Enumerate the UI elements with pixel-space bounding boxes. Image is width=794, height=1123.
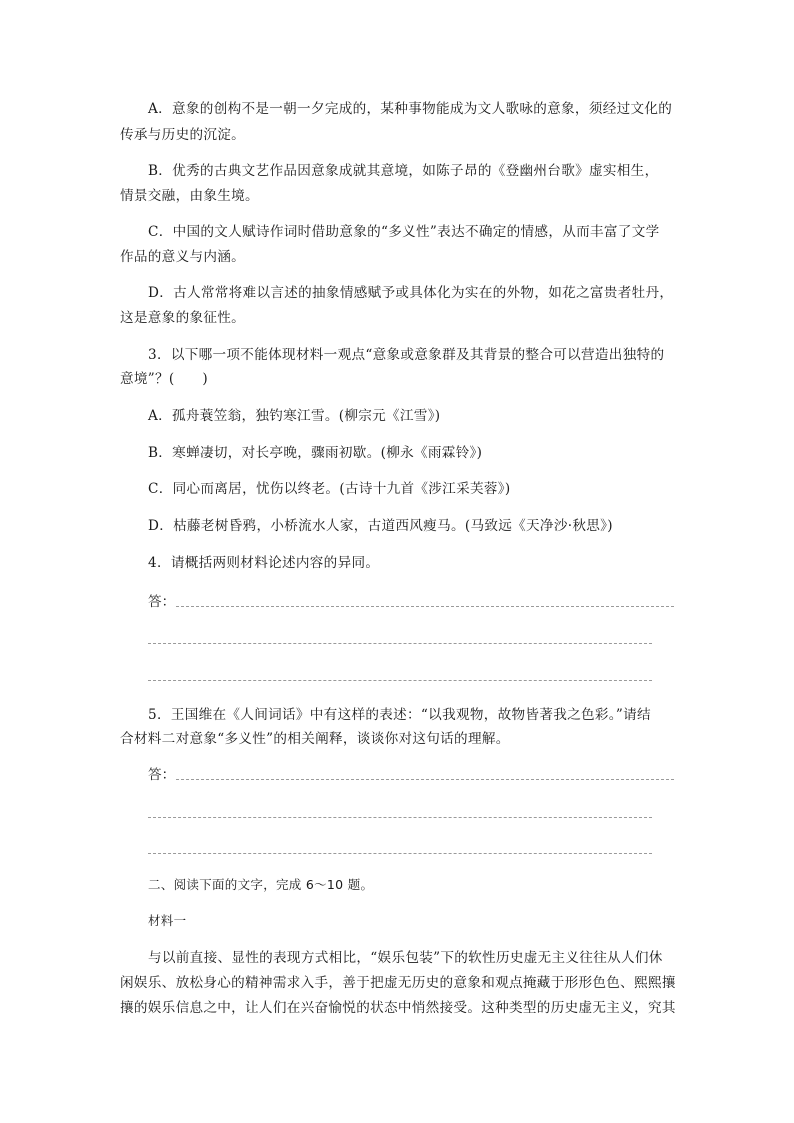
q5-answer-label: 答：	[148, 767, 176, 783]
q3-stem-line2: 意境”？( )	[120, 371, 208, 387]
q4-stem: 4．请概括两则材料论述内容的异同。	[148, 555, 380, 571]
q3-option-d: D．枯藤老树昏鸦，小桥流水人家，古道西风瘦马。(马致远《天净沙·秋思》)	[148, 518, 613, 534]
material-1-line3: 攘的娱乐信息之中，让人们在兴奋愉悦的状态中悄然接受。这种类型的历史虚无主义，究其	[120, 1000, 676, 1016]
q5-answer-line-2[interactable]	[148, 817, 652, 818]
q3-option-b: B．寒蝉凄切，对长亭晚，骤雨初歇。(柳永《雨霖铃》)	[148, 445, 483, 461]
q3-option-a: A．孤舟蓑笠翁，独钓寒江雪。(柳宗元《江雪》)	[148, 408, 441, 424]
material-1-line1: 与以前直接、显性的表现方式相比，“娱乐包装”下的软性历史虚无主义往往从人们休	[148, 950, 663, 966]
q2-option-a-line2: 传承与历史的沉淀。	[120, 127, 246, 143]
q3-option-c: C．同心而离居，忧伤以终老。(古诗十九首《涉江采芙蓉》)	[148, 481, 511, 497]
q5-answer-line-3[interactable]	[148, 853, 652, 854]
material-1-line2: 闲娱乐、放松身心的精神需求入手，善于把虚无历史的意象和观点掩藏于形形色色、熙熙攘	[120, 975, 676, 991]
material-1-label: 材料一	[148, 913, 187, 928]
q3-stem-line1: 3．以下哪一项不能体现材料一观点“意象或意象群及其背景的整合可以营造出独特的	[148, 347, 665, 363]
q4-answer-line-2[interactable]	[148, 643, 652, 644]
q2-option-d-line2: 这是意象的象征性。	[120, 310, 246, 326]
q2-option-b-line1: B．优秀的古典文艺作品因意象成就其意境，如陈子昂的《登幽州台歌》虚实相生，	[148, 163, 659, 179]
q2-option-c-line2: 作品的意义与内涵。	[120, 249, 246, 265]
q5-stem-line2: 合材料二对意象“多义性”的相关阐释，谈谈你对这句话的理解。	[120, 731, 510, 747]
section-2-heading: 二、阅读下面的文字，完成 6～10 题。	[148, 877, 374, 892]
q2-option-a-line1: A．意象的创构不是一朝一夕完成的，某种事物能成为文人歌咏的意象，须经过文化的	[148, 101, 673, 117]
q2-option-c-line1: C．中国的文人赋诗作词时借助意象的“多义性”表达不确定的情感，从而丰富了文学	[148, 224, 660, 240]
q4-answer-line-3[interactable]	[148, 680, 652, 681]
q4-answer-label: 答：	[148, 594, 176, 610]
q5-answer-line-1[interactable]	[176, 779, 674, 780]
q5-stem-line1: 5．王国维在《人间词话》中有这样的表述：“以我观物，故物皆著我之色彩。”请结	[148, 707, 651, 723]
q2-option-d-line1: D．古人常常将难以言述的抽象情感赋予或具体化为实在的外物，如花之富贵者牡丹，	[148, 285, 674, 301]
q2-option-b-line2: 情景交融，由象生境。	[120, 188, 259, 204]
q4-answer-line-1[interactable]	[176, 606, 674, 607]
